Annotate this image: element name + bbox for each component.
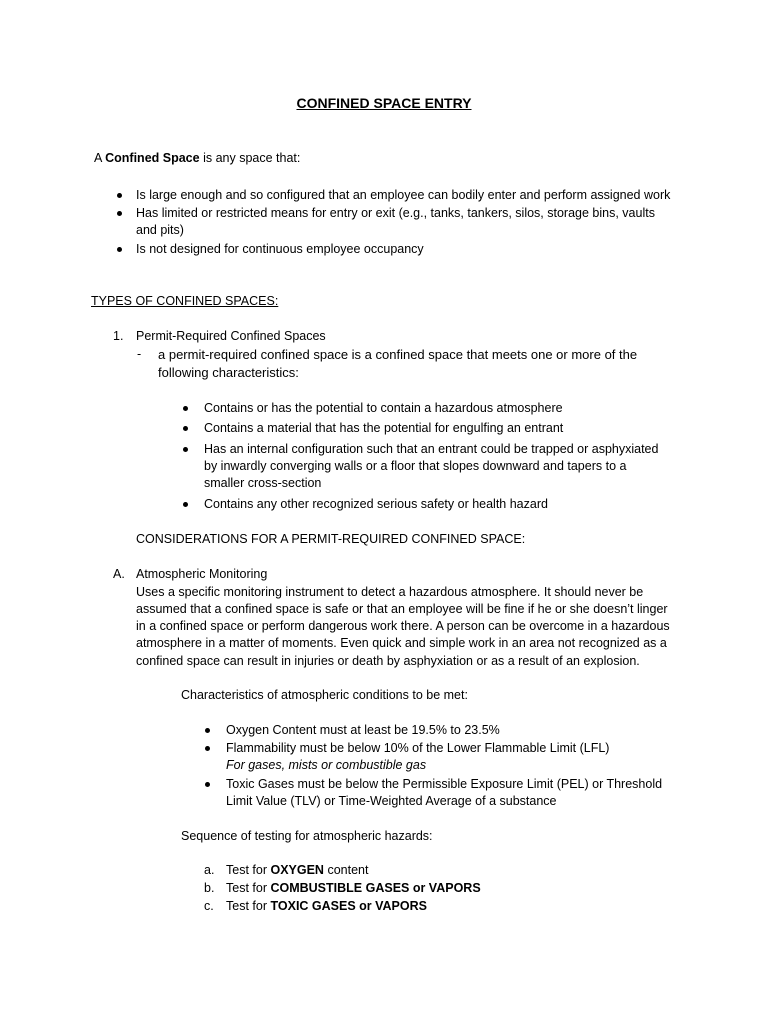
- bullet-icon: [205, 746, 210, 751]
- monitoring-letter: A.: [113, 567, 125, 581]
- permit-bullet-continuation: by inwardly converging walls or a floor that slopes downward and tapers to a: [204, 459, 627, 473]
- permit-bullet: Contains a material that has the potential for engulfing an entrant: [204, 421, 564, 435]
- sequence-item: [226, 880, 481, 897]
- bullet-icon: [183, 447, 188, 452]
- permit-bullet-continuation: smaller cross-section: [204, 476, 322, 490]
- sequence-bold: OXYGEN: [270, 863, 324, 877]
- sequence-item: [226, 862, 368, 879]
- bullet-icon: [183, 426, 188, 431]
- sequence-item: [226, 898, 427, 915]
- sequence-prefix: Test for: [226, 881, 271, 895]
- intro-sentence: [94, 150, 300, 167]
- monitoring-paragraph-line: in a confined space or perform dangerous work there. A person can be overcome in a hazardous: [136, 619, 670, 633]
- permit-definition-line2: following characteristics:: [158, 365, 299, 380]
- condition-bullet: Toxic Gases must be below the Permissible Exposure Limit (PEL) or Threshold: [226, 777, 663, 791]
- permit-definition-line1: a permit-required confined space is a confined space that meets one or more of the: [158, 347, 638, 362]
- sequence-letter: b.: [204, 881, 215, 895]
- page-title: CONFINED SPACE ENTRY: [296, 95, 472, 111]
- bullet-icon: [183, 502, 188, 507]
- permit-label: Permit-Required Confined Spaces: [136, 329, 326, 343]
- bullet-icon: [117, 211, 122, 216]
- bullet-icon: [205, 728, 210, 733]
- monitoring-paragraph-line: Uses a specific monitoring instrument to detect a hazardous atmosphere. It should never be: [136, 585, 644, 599]
- sequence-letter: c.: [204, 899, 214, 913]
- permit-bullet: Has an internal configuration such that an entrant could be trapped or asphyxiated: [204, 442, 659, 456]
- monitoring-paragraph-line: atmosphere in a matter of moments. Even quick and simple work in an area not recognized as a: [136, 636, 667, 650]
- sequence-prefix: Test for: [226, 899, 271, 913]
- intro-bullet: Has limited or restricted means for entry or exit (e.g., tanks, tankers, silos, storage bins, vaults: [136, 206, 655, 220]
- permit-bullet: Contains any other recognized serious safety or health hazard: [204, 497, 548, 511]
- sequence-bold: COMBUSTIBLE GASES or VAPORS: [270, 881, 481, 895]
- permit-number: 1.: [113, 329, 124, 343]
- sequence-letter: a.: [204, 863, 215, 877]
- considerations-heading: CONSIDERATIONS FOR A PERMIT-REQUIRED CONFINED SPACE:: [136, 532, 526, 546]
- intro-bullet: Is large enough and so configured that an employee can bodily enter and perform assigned work: [136, 188, 671, 202]
- monitoring-heading: Atmospheric Monitoring: [136, 567, 268, 581]
- sequence-bold: TOXIC GASES or VAPORS: [270, 899, 427, 913]
- bullet-icon: [205, 782, 210, 787]
- sequence-heading: Sequence of testing for atmospheric hazards:: [181, 829, 433, 843]
- monitoring-paragraph-line: assumed that a confined space is safe or that an employee will be fine if he or she doesn’t linger: [136, 602, 668, 616]
- intro-suffix: is any space that:: [199, 151, 301, 165]
- bullet-icon: [183, 406, 188, 411]
- condition-bullet: Flammability must be below 10% of the Lower Flammable Limit (LFL): [226, 741, 610, 755]
- monitoring-paragraph-line: confined space can result in injuries or death by asphyxiation or as a result of an explosion.: [136, 654, 640, 668]
- condition-bullet-continuation: Limit Value (TLV) or Time-Weighted Average of a substance: [226, 794, 557, 808]
- sequence-suffix: content: [323, 863, 369, 877]
- intro-prefix: A: [94, 151, 106, 165]
- sequence-prefix: Test for: [226, 863, 271, 877]
- bullet-icon: [117, 247, 122, 252]
- bullet-icon: [117, 193, 122, 198]
- permit-dash: -: [137, 347, 142, 361]
- condition-bullet: Oxygen Content must at least be 19.5% to 23.5%: [226, 723, 500, 737]
- characteristics-heading: Characteristics of atmospheric conditions to be met:: [181, 688, 468, 702]
- intro-bullet: Is not designed for continuous employee occupancy: [136, 242, 424, 256]
- intro-term: Confined Space: [105, 151, 200, 165]
- condition-note: For gases, mists or combustible gas: [226, 758, 427, 772]
- types-heading: TYPES OF CONFINED SPACES:: [91, 294, 279, 308]
- intro-bullet-continuation: and pits): [136, 223, 184, 237]
- permit-bullet: Contains or has the potential to contain a hazardous atmosphere: [204, 401, 563, 415]
